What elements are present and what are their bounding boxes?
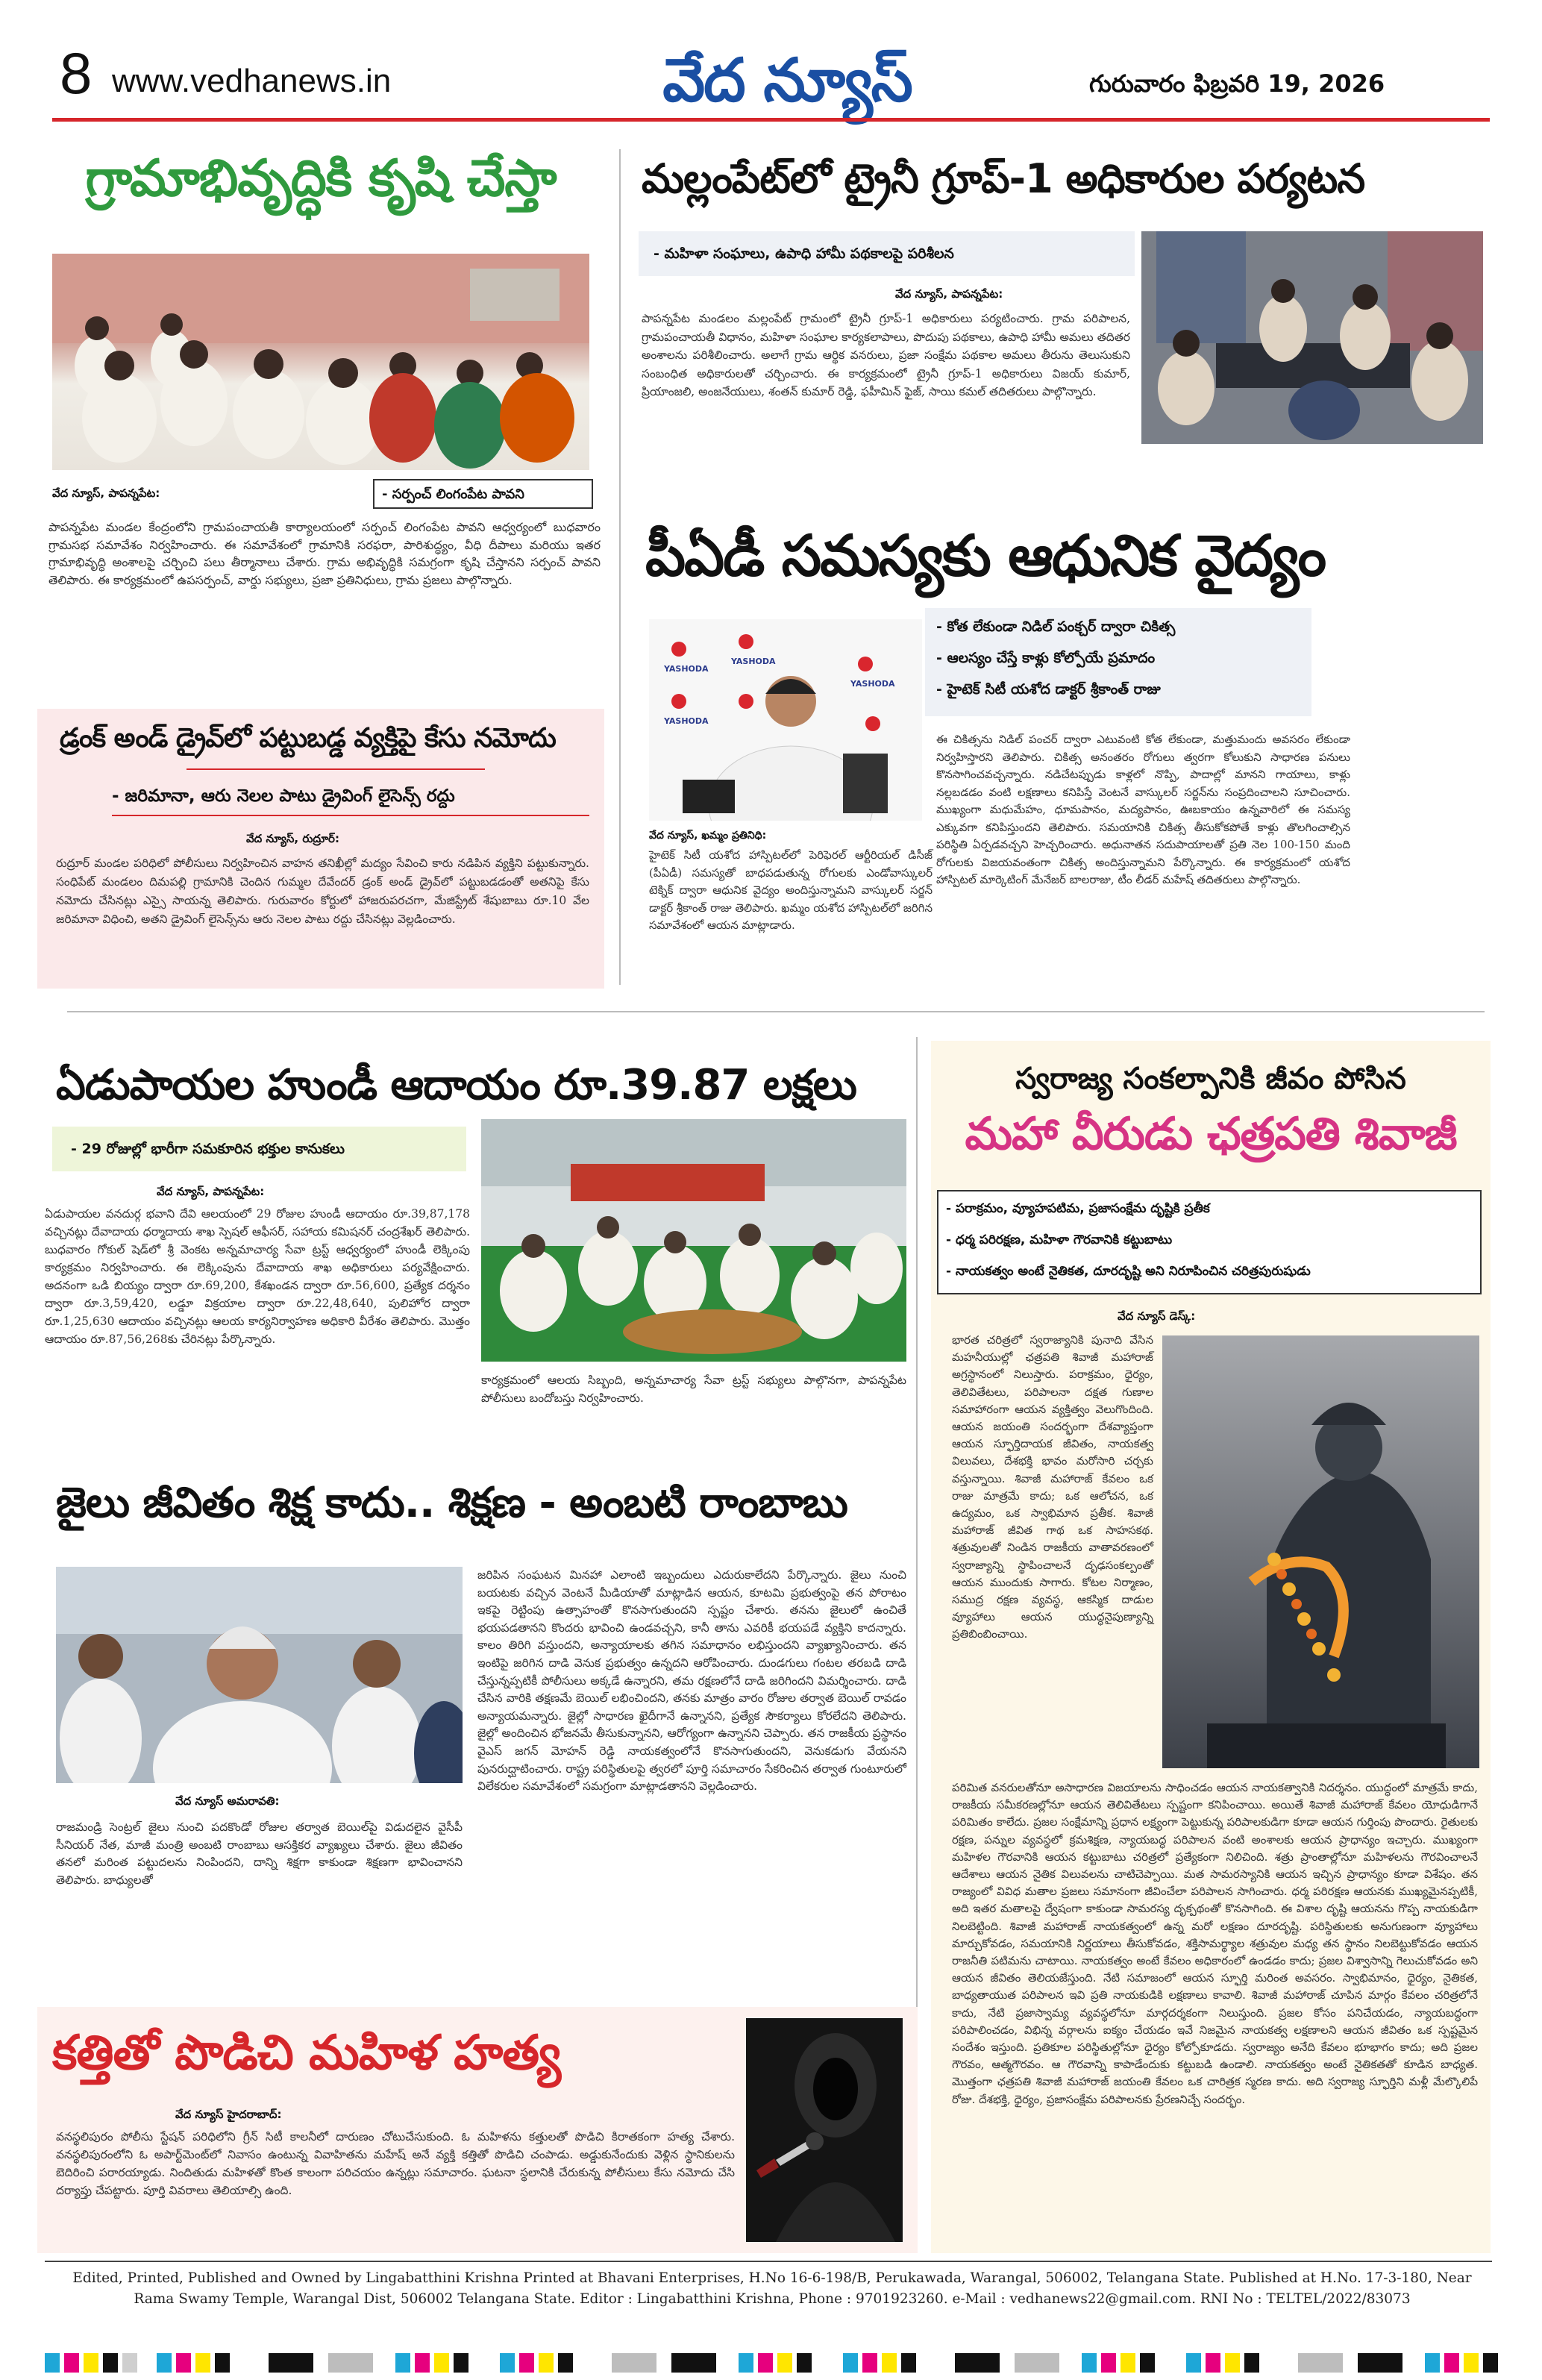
kicker: స్వరాజ్య సంకల్పానికి జీవం పోసిన: [1015, 1062, 1406, 1096]
officers-illustration: [1141, 231, 1483, 444]
bullet-box: [925, 608, 1311, 716]
bullet-3: - నాయకత్వం అంటే నైతికత, దూరదృష్టి అని నిరూపించిన చరిత్రపురుషుడు: [946, 1264, 1311, 1279]
newspaper-title: వేద న్యూస్: [662, 46, 912, 115]
svg-text:YASHODA: YASHODA: [664, 716, 709, 726]
color-registration-bar: [45, 2349, 1507, 2376]
body-bottom: రాజమండ్రి సెంట్రల్ జైలు నుంచి పదకొండో రోజుల తర్వాత బెయిల్‌పై విడుదలైన వైసీపీ సీనియర్ నేత, మాజీ మంత్రి అంబటి రాంబాబు ఆసక్తికర వ్యాఖ్యలు చేశారు. జైలు జీవితం తనలో మరింత పట్టుదలను నింపిందని, దాన్ని శిక్షగా కాకుండా శిక్షణగా భావించానని తెలిపారు. బాధ్యులతో: [56, 1820, 463, 1887]
headline: జైలు జీవితం శిక్ష కాదు.. శిక్షణ - అంబటి రాంబాబు: [56, 1479, 847, 1527]
knife-photo: [746, 2018, 903, 2242]
caption: - సర్పంచ్ లింగంపేట పావని: [382, 486, 524, 502]
bullet-3: - హైటెక్ సిటీ యశోద డాక్టర్ శ్రీకాంత్ రాజు: [936, 681, 1161, 698]
story-ambati-rambabu: [37, 1462, 918, 1985]
imprint-line: Edited, Printed, Published and Owned by Lingabatthini Krishna Printed at Bhavani Enterprises, H.No 16-6-198/B, Perukawada, Warangal, 506002, Telangana State. Published at H.No. 17-3-180, Near Rama Swamy Temple, Warangal Dist, 506002 Telangana State. Editor : Lingabatthini Krishna, Phone : 9701923260. e-Mail : vedhanews22@gmail.com. RNI No : TELTEL/2022/83073: [72, 2270, 1472, 2307]
shivaji-statue-photo: [1162, 1335, 1479, 1768]
svg-text:YASHODA: YASHODA: [664, 664, 709, 674]
caption-tag: [373, 479, 593, 509]
issue-date: గురువారం ఫిబ్రవరి 19, 2026: [1089, 69, 1385, 98]
story-shivaji: [931, 1041, 1491, 2253]
meeting-photo: [52, 254, 589, 470]
bullet: - 29 రోజుల్లో భారీగా సమకూరిన భక్తుల కానుకలు: [71, 1141, 345, 1157]
dateline: వేద న్యూస్, ఖమ్మం ప్రతినిధి:: [649, 830, 767, 842]
statue-illustration: [1162, 1335, 1479, 1768]
bullet-1: - పరాక్రమం, వ్యూహపటిమ, ప్రజాసంక్షేమ దృష్టికి ప్రతీక: [946, 1201, 1210, 1216]
headline: మల్లంపేట్‌లో ట్రైనీ గ్రూప్-1 అధికారుల పర్యటన: [642, 155, 1365, 202]
dateline: వేద న్యూస్, రుద్రూర్:: [246, 832, 339, 845]
story-drunk-drive: [37, 709, 604, 989]
body-left: భారత చరిత్రలో స్వరాజ్యానికి పునాది వేసిన మహనీయుల్లో ఛత్రపతి శివాజీ మహారాజ్ అగ్రస్థానంలో నిలుస్తారు. పరాక్రమం, ధైర్యం, తెలివితేటలు, పరిపాలనా దక్షత గుణాల సమాహారంగా ఆయన వ్యక్తిత్వం వెలుగొందింది. ఆయన జయంతి సందర్భంగా దేశవ్యాప్తంగా ఆయన స్ఫూర్తిదాయక జీవితం, నాయకత్వ విలువలు, దేశభక్తి భావం మరోసారి చర్చకు వస్తున్నాయి. శివాజీ మహారాజ్ కేవలం ఒక రాజు మాత్రమే కాదు; ఒక ఆలోచన, ఒక ఉద్యమం, ఒక స్వాభిమాన ప్రతీక. శివాజీ మహారాజ్ జీవిత గాథ ఒక సాహసకథ. శత్రువులతో నిండిన రాజకీయ వాతావరణంలో స్వరాజ్యాన్ని స్థాపించాలనే దృఢసంకల్పంతో ఆయన ముందుకు సాగారు. కోటల నిర్మాణం, సముద్ర రక్షణ వ్యవస్థ, ఆకస్మిక దాడుల వ్యూహాలు ఆయన యుద్ధనైపుణ్యాన్ని ప్రతిబింబించాయి.: [952, 1333, 1153, 1641]
body: వనస్థలిపురం పోలీసు స్టేషన్ పరిధిలోని గ్రీన్ సిటీ కాలనీలో దారుణం చోటుచేసుకుంది. ఓ మహిళను కత్తులతో పొడిచి కిరాతకంగా హత్య చేశారు. వనస్థలిపురంలోని ఓ అపార్ట్‌మెంట్‌లో నివాసం ఉంటున్న వివాహితను మహేష్ అనే వ్యక్తి కత్తితో పొడిచి చంపాడు. అడ్డుకునేందుకు వెళ్లిన స్థానికులను బెదిరించి పరారయ్యాడు. నిందితుడు మహిళతో కొంత కాలంగా పరిచయం ఉన్నట్లు సమాచారం. ఘటనా స్థలానికి చేరుకున్న పోలీసులు కేసు నమోదు చేసి దర్యాప్తు చేపట్టారు. పూర్తి వివరాలు తెలియాల్సి ఉంది.: [56, 2130, 735, 2197]
story-pad-treatment: [634, 507, 1499, 1030]
dateline: వేద న్యూస్, పాపన్నపేట:: [157, 1185, 265, 1198]
dateline: వేద న్యూస్, పాపన్నపేట:: [52, 486, 160, 500]
bullet-1: - కోత లేకుండా నిడిల్ పంక్చర్ ద్వారా చికిత్స: [936, 619, 1176, 635]
registration-marks: [45, 2349, 1507, 2376]
story-murder: [37, 2007, 918, 2253]
body-right: జరిపిన సంఘటన మినహా ఎలాంటి ఇబ్బందులు ఎదురుకాలేదని పేర్కొన్నారు. జైలు నుంచి బయటకు వచ్చిన వెంటనే మీడియాతో మాట్లాడిన ఆయన, కూటమి ప్రభుత్వంపై తన పోరాటం ఇకపై రెట్టింపు ఉత్సాహంతో కొనసాగుతుందని స్పష్టం చేశారు. తనను జైలులో ఉంచితే భయపడతానని కొందరు భావించి ఉండవచ్చని, కానీ తాను ఎవరికీ భయపడే వ్యక్తిని కాదన్నారు. కాలం తిరిగి వస్తుందని, అన్యాయాలకు తగిన సమాధానం లభిస్తుందని వ్యాఖ్యానించారు. తన ఇంటిపై జరిగిన దాడి వెనుక ప్రభుత్వం ఉన్నదని ఆరోపించారు. దుండగులు గంటల తరబడి దాడి చేస్తున్నప్పటికీ పోలీసులు అక్కడే ఉన్నారని, తమ రక్షణలోనే దాడి జరిగిందని విమర్శించారు. దాడి చేసిన వారికి తక్షణమే బెయిల్ లభించిందని, తనకు మాత్రం వారం రోజుల తర్వాత బెయిల్ రావడం అన్యాయమన్నారు. జైల్లో సాధారణ ఖైదీగానే ఉన్నానని, ప్రత్యేక సౌకర్యాలు కోరలేదని తెలిపారు. జైల్లో అందించిన భోజనమే తీసుకున్నానని, ఆరోగ్యంగా ఉన్నానని చెప్పారు. తన రాజకీయ ప్రస్థానం వైఎస్ జగన్ మోహన్ రెడ్డి నాయకత్వంలోనే కొనసాగుతుందని, వెనుకడుగు వేయనని పునరుద్ఘాటించారు. రాష్ట్ర పరిస్థితులపై త్వరలో పూర్తి సమాచారం సేకరించిన తర్వాత గుంటూరులో విలేకరుల సమావేశంలో సమగ్రంగా మాట్లాడతానని వెల్లడించారు.: [477, 1568, 906, 1794]
subhead-rule: [187, 768, 485, 770]
subhead-box: [639, 231, 1135, 276]
subhead: - జరిమానా, ఆరు నెలల పాటు డ్రైవింగ్ లైసెన్స్ రద్దు: [112, 786, 455, 806]
body: ఏడుపాయల వనదుర్గ భవాని దేవి ఆలయంలో 29 రోజుల హుండీ ఆదాయం రూ.39,87,178 వచ్చినట్లు దేవాదాయ ధర్మాదాయ శాఖ స్పెషల్ ఆఫీసర్, సహాయ కమిషనర్ చంద్రశేఖర్ తెలిపారు. బుధవారం గోకుల్ షెడ్‌లో శ్రీ వెంకట అన్నమాచార్య సేవా ట్రస్ట్ ఆధ్వర్యంలో హుండీ లెక్కింపు కార్యక్రమం నిర్వహించారు. ఈ లెక్కింపును దేవాదాయ శాఖ అధికారులు పర్యవేక్షించారు. అదనంగా ఒడి బియ్యం ద్వారా రూ.69,200, కేశఖండన ద్వారా రూ.56,600, ప్రత్యేక దర్శనం ద్వారా రూ.3,59,420, లడ్డూ విక్రయాల ద్వారా రూ.22,48,640, పులిహోర ద్వారా రూ.1,25,630 ఆదాయం వచ్చినట్లు ఆలయ కార్యనిర్వాహణ అధికారి వీరేశం తెలిపారు. మొత్తం ఆదాయం రూ.87,56,268కు చేరినట్లు పేర్కొన్నారు.: [45, 1207, 470, 1346]
svg-text:YASHODA: YASHODA: [731, 657, 776, 666]
body: రుద్రూర్ మండల పరిధిలో పోలీసులు నిర్వహించిన వాహన తనిఖీల్లో మద్యం సేవించి కారు నడిపిన వ్యక్తిని పట్టుకున్నారు. సంధిపేట్ మండలం దిమపల్లి గ్రామానికి చెందిన గుమ్మల దేవేందర్ డ్రంక్ అండ్ డ్రైవ్‌లో పట్టుబడడంతో అతనిపై కేసు నమోదు చేసినట్లు ఎస్సై సాయన్న తెలిపారు. గురువారం కోర్టులో హాజరుపరచగా, మేజిస్ట్రేట్ శేషుబాబు రూ.10 వేల జరిమానా విధించి, అతని డ్రైవింగ్ లైసెన్స్‌ను ఆరు నెలల పాటు రద్దు చేసినట్లు వెల్లడించారు.: [56, 857, 589, 926]
headline: కత్తితో పొడిచి మహిళ హత్య: [52, 2026, 561, 2081]
body-right: ఈ చికిత్సను నిడిల్ పంచర్ ద్వారా ఎటువంటి కోత లేకుండా, మత్తుమందు అవసరం లేకుండా నిర్వహిస్తారని తెలిపారు. చికిత్స అనంతరం రోగులు త్వరగా కోలుకుని సాధారణ పనులు కొనసాగించవచ్చన్నారు. నడిచేటప్పుడు కాళ్లలో నొప్పి, పాదాల్లో మానని గాయాలు, కాళ్లు నల్లబడడం వంటి లక్షణాలు కనిపిస్తే వెంటనే వాస్కులర్ సర్జన్‌ను సంప్రదించాలని సూచించారు. ముఖ్యంగా మధుమేహం, ధూమపానం, మద్యపానం, ఊబకాయం ఉన్నవారిలో ఈ సమస్య ఎక్కువగా కనిపిస్తుందని తెలిపారు. సమయానికి చికిత్స తీసుకోకపోతే కాళ్లు తొలగించాల్సిన పరిస్థితి ఏర్పడవచ్చని హెచ్చరించారు. అధునాతన సదుపాయాలతో ప్రతి నెల 100-150 మంది రోగులకు విజయవంతంగా చికిత్స అందిస్తున్నామని పేర్కొన్నారు. ఈ కార్యక్రమంలో యశోద హాస్పిటల్ మార్కెటింగ్ మేనేజర్ బాలరాజు, టీం లీడర్ మహేష్ తదితరులు పాల్గొన్నారు.: [936, 733, 1351, 886]
headline: పీఏడీ సమస్యకు ఆధునిక వైద్యం: [645, 522, 1326, 589]
body-full: పరిమిత వనరులతోనూ అసాధారణ విజయాలను సాధించడం ఆయన నాయకత్వానికి నిదర్శనం. యుద్ధంలో మాత్రమే కాదు, రాజకీయ సమీకరణల్లోనూ ఆయన తెలివితేటలు స్పష్టంగా కనిపించాయి. అయితే శివాజీ మహారాజ్ కేవలం యోధుడిగానే పరిమితం కాలేదు. ప్రజల సంక్షేమాన్ని ప్రధాన లక్ష్యంగా పెట్టుకున్న పరిపాలకుడిగా కూడా ఆయన గుర్తింపు పొందారు. రైతులకు రక్షణ, పన్నుల వ్యవస్థలో క్రమశిక్షణ, న్యాయబద్ధ పరిపాలన వంటి అంశాలకు ఆయన ప్రాధాన్యం ఇచ్చారు. ముఖ్యంగా మహిళల గౌరవానికి ఆయన కట్టుబాటు చరిత్రలో ప్రత్యేకంగా నిలిచింది. శత్రు ప్రాంతాల్లోనూ మహిళలను గౌరవించాలనే ఆదేశాలు ఆయన నైతిక విలువలను చాటిచెప్పాయి. మత సామరస్యానికి ఆయన ఇచ్చిన ప్రాధాన్యం కూడా విశేషం. తన రాజ్యంలో వివిధ మతాల ప్రజలు సమానంగా జీవించేలా పరిపాలన సాగించారు. ధర్మ పరిరక్షణ ఆయనకు ముఖ్యమైనప్పటికీ, అది ఇతర మతాలపై ద్వేషంగా కాకుండా సామరస్య దృక్పథంతో కొనసాగింది. ఈ విశాల దృష్టి ఆయనను గొప్ప నాయకుడిగా నిలబెట్టింది. శివాజీ మహారాజ్ నాయకత్వంలో ఉన్న మరో లక్షణం దూరదృష్టి. పరిస్థితులకు అనుగుణంగా వ్యూహాలు మార్చుకోవడం, సమయానికి నిర్ణయాలు తీసుకోవడం, శక్తిసామర్థ్యాల శత్రువుల మధ్య తన స్థానం నిలబెట్టుకోవడం ఆయన రాజనీతి పటిమను చాటాయి. నాయకత్వం అంటే కేవలం అధికారంలో ఉండడం కాదు; ప్రజల విశ్వాసాన్ని గెలుచుకోవడం అని ఆయన జీవితం తెలియజేస్తుంది. నేటి సమాజంలో ఆయన స్ఫూర్తి మరింత అవసరం. స్వాభిమానం, ధైర్యం, నైతికత, బాధ్యతాయుత పరిపాలన ఇవి ప్రతి నాయకుడికి లక్షణాలు కావాలి. శివాజీ మహారాజ్ చూపిన మార్గం కేవలం చరిత్రలోనే కాదు, నేటి ప్రజాస్వామ్య వ్యవస్థలోనూ మార్గదర్శకంగా నిలుస్తుంది. ప్రజల కోసం పనిచేయడం, న్యాయబద్ధంగా పరిపాలించడం, విభిన్న వర్గాలను ఐక్యం చేయడం ఇవే నిజమైన నాయకత్వ లక్షణాలని ఆయన జీవితం ఒక స్పష్టమైన సందేశం ఇస్తుంది. ప్రతికూల పరిస్థితుల్లోనూ ధైర్యం కోల్పోకూడదు. స్వరాజ్యం అనేది కేవలం భూభాగం కాదు; అది ప్రజల గౌరవం, ఆత్మగౌరవం. ఆ గౌరవాన్ని కాపాడేందుకు కట్టుబడి ఉండాలి. నాయకత్వం అంటే నైతికతతో కూడిన బాధ్యత. మొత్తంగా ఛత్రపతి శివాజీ మహారాజ్ జయంతి కేవలం ఒక చారిత్రక స్మరణ కాదు. అది స్వరాజ్య స్ఫూర్తిని మళ్లీ మేల్కొలిపే రోజు. దేశభక్తి, ధైర్యం, ప్రజాసంక్షేమ పరిపాలనకు ప్రేరణనిచ్చే సందర్భం.: [952, 1781, 1478, 2106]
headline: డ్రంక్ అండ్ డ్రైవ్‌లో పట్టుబడ్డ వ్యక్తిపై కేసు నమోదు: [60, 723, 556, 754]
hooded-figure-illustration: [746, 2018, 903, 2242]
column-rule: [619, 149, 621, 985]
footer-rule: [45, 2261, 1492, 2262]
headline: గ్రామాభివృద్ధికి కృషి చేస్తా: [85, 149, 557, 208]
rambabu-photo: [56, 1567, 463, 1783]
dateline: వేద న్యూస్ డెస్క్:: [1118, 1309, 1196, 1323]
doctor-illustration: [649, 619, 922, 821]
story-trainee-officers: [634, 142, 1499, 492]
body: పాపన్నపేట మండల కేంద్రంలోని గ్రామపంచాయతీ కార్యాలయంలో సర్పంచ్ లింగంపేట పావని ఆధ్వర్యంలో బుధవారం గ్రామసభ సమావేశం నిర్వహించారు. ఈ సమావేశంలో గ్రామానికి సరఫరా, పారిశుద్ధ్యం, వీధి దీపాలు మరియు ఇతర గ్రామాభివృద్ధి అంశాలపై చర్చించి పలు తీర్మానాలు చేశారు. గ్రామ అభివృద్ధికి సమగ్రంగా కృషి చేస్తానని సర్పంచ్ పావని తెలిపారు. ఈ కార్యక్రమంలో ఉపసర్పంచ్, వార్డు సభ్యులు, ప్రజా ప్రతినిధులు, గ్రామ ప్రజలు పాల్గొన్నారు.: [48, 520, 601, 587]
caption: కార్యక్రమంలో ఆలయ సిబ్బంది, అన్నమాచార్య సేవా ట్రస్ట్ సభ్యులు పాల్గొనగా, పాపన్నపేట పోలీసులు బందోబస్తు నిర్వహించారు.: [481, 1374, 906, 1405]
officers-photo: [1141, 231, 1483, 444]
crowd-illustration: [52, 254, 589, 470]
website-link[interactable]: www.vedhanews.in: [112, 63, 392, 99]
doctor-photo: [649, 619, 922, 821]
temple-photo: [481, 1119, 906, 1362]
body: పాపన్నపేట మండలం మల్లంపేట్ గ్రామంలో ట్రైనీ గ్రూప్-1 అధికారులు పర్యటించారు. గ్రామ పరిపాలన, గ్రామపంచాయతీ విధానం, మహిళా సంఘాల కార్యకలాపాలు, పొదుపు పథకాలు, ఉపాధి హామీ అమలు తదితర అంశాలను పరిశీలించారు. అలాగే గ్రామ ఆర్థిక వనరులు, ప్రజా సంక్షేమ పథకాల అమలు తీరును తెలుసుకుని సంబంధిత అధికారులతో చర్చించారు. ఈ కార్యక్రమంలో ట్రైనీ గ్రూప్-1 అధికారులు విజయ్ కుమార్, ప్రియాంజలి, అంజనేయులు, శంతన్ కుమార్ రెడ్డి, ఫహీమిన్ ఫైజ్, సాయి కమల్ తదితరులు పాల్గొన్నారు.: [642, 312, 1130, 398]
section-rule: [67, 1011, 1485, 1012]
subhead-rule-2: [112, 815, 589, 816]
body-left: హైటెక్ సిటీ యశోద హాస్పిటల్‌లో పెరిఫెరల్ ఆర్టీరియల్ డిసీజ్ (పీఏడీ) సమస్యతో బాధపడుతున్న రోగులకు ఎండోవాస్కులర్ టెక్నిక్ ద్వారా ఆధునిక వైద్యం అందిస్తున్నామని వాస్కులర్ సర్జన్ డాక్టర్ శ్రీకాంత్ రాజు తెలిపారు. ఖమ్మం యశోద హాస్పిటల్‌లో జరిగిన సమావేశంలో ఆయన మాట్లాడారు.: [649, 848, 933, 932]
bullet-2: - ఆలస్యం చేస్తే కాళ్లు కోల్పోయే ప్రమాదం: [936, 650, 1156, 666]
headline: మహా వీరుడు ఛత్రపతి శివాజీ: [965, 1108, 1457, 1160]
masthead: [0, 0, 1542, 127]
story-hundi-income: [37, 1045, 918, 1432]
headline: ఏడుపాయల హుండీ ఆదాయం రూ.39.87 లక్షలు: [56, 1061, 856, 1109]
bullet: - మహిళా సంఘాలు, ఉపాధి హామీ పథకాలపై పరిశీలన: [654, 245, 954, 262]
bullet-box: [52, 1127, 466, 1171]
masthead-rule: [52, 118, 1490, 122]
bullet-box: [937, 1190, 1482, 1294]
story-village-development: [37, 142, 604, 649]
press-illustration: [56, 1567, 463, 1783]
page-number: 8: [60, 40, 93, 106]
counting-illustration: [481, 1119, 906, 1362]
svg-text:YASHODA: YASHODA: [850, 679, 895, 689]
dateline: వేద న్యూస్, పాపన్నపేట:: [895, 287, 1003, 301]
dateline: వేద న్యూస్ అమరావతి:: [175, 1794, 280, 1808]
bullet-2: - ధర్మ పరిరక్షణ, మహిళా గౌరవానికి కట్టుబాటు: [946, 1233, 1173, 1247]
dateline: వేద న్యూస్ హైదరాబాద్:: [175, 2108, 282, 2121]
